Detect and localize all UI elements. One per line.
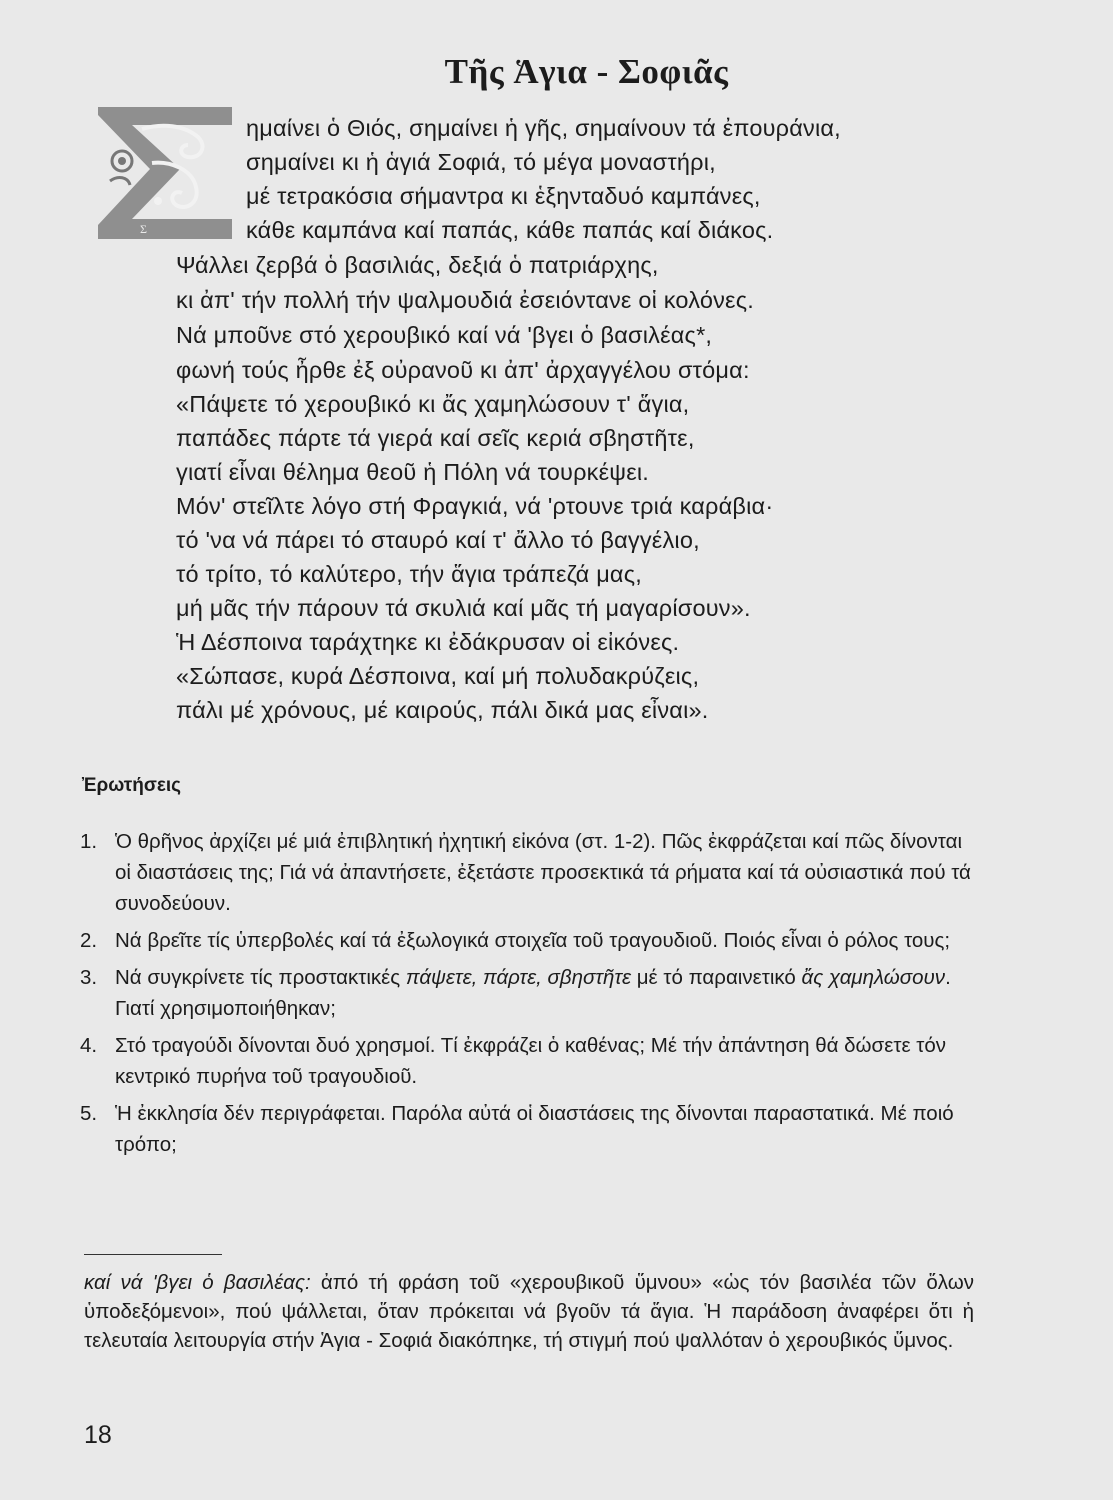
question-item <box>80 962 980 1024</box>
poem-line: μή μᾶς τήν πάρουν τά σκυλιά καί μᾶς τή μαγαρίσουν». <box>176 595 751 621</box>
poem-line: κάθε καμπάνα καί παπάς, κάθε παπάς καί διάκος. <box>246 217 774 243</box>
footnote-term: καί νά 'βγει ὁ βασιλέας: <box>84 1271 311 1294</box>
poem-line: μέ τετρακόσια σήμαντρα κι ἑξηνταδυό καμπάνες, <box>246 183 761 209</box>
question-number: 3. <box>80 966 98 989</box>
questions-heading: Ἐρωτήσεις <box>82 775 182 796</box>
question-text: Νά συγκρίνετε τίς προστακτικές <box>115 966 406 989</box>
question-text: Ἡ ἐκκλησία δέν περιγράφεται. Παρόλα αὐτά οἱ διαστάσεις της δίνονται παραστατικά. Μέ ποιό τρόπο; <box>115 1102 954 1156</box>
question-quoted-term: πάψετε, πάρτε, σβηστῆτε <box>405 966 632 989</box>
poem-line: γιατί εἶναι θέλημα θεοῦ ἡ Πόλη νά τουρκέψει. <box>176 459 650 485</box>
poem-line: τό τρίτο, τό καλύτερο, τήν ἅγια τράπεζά μας, <box>176 561 642 587</box>
poem-line: φωνή τούς ἦρθε ἐξ οὐρανοῦ κι ἀπ' ἀρχαγγέλου στόμα: <box>176 357 750 383</box>
question-text: Στό τραγούδι δίνονται δυό χρησμοί. Τί ἐκφράζει ὁ καθένας; Μέ τήν ἀπάντηση θά δώσετε τόν κεντρικό πυρήνα τοῦ τραγουδιοῦ. <box>115 1034 947 1088</box>
question-item <box>80 925 980 956</box>
poem-line: «Πάψετε τό χερουβικό κι ἄς χαμηλώσουν τ' ἅγια, <box>176 391 690 417</box>
poem-line: παπάδες πάρτε τά γιερά καί σεῖς κεριά σβηστῆτε, <box>176 425 695 451</box>
footnote <box>84 1268 974 1355</box>
question-number: 5. <box>80 1102 98 1125</box>
poem-line: Μόν' στεῖλτε λόγο στή Φραγκιά, νά 'ρτουνε τριά καράβια· <box>176 493 774 519</box>
initial-letter: Σ <box>140 222 147 236</box>
page-number: 18 <box>84 1421 112 1449</box>
poem-line: πάλι μέ χρόνους, μέ καιρούς, πάλι δικά μας εἶναι». <box>176 697 709 723</box>
poem-line: σημαίνει κι ἡ ἁγιά Σοφιά, τό μέγα μοναστήρι, <box>246 149 716 175</box>
question-item <box>80 1098 980 1160</box>
poem-line: Ἡ Δέσποινα ταράχτηκε κι ἐδάκρυσαν οἱ εἰκόνες. <box>176 629 680 655</box>
poem-line: κι ἀπ' τήν πολλή τήν ψαλμουδιά ἐσειόντανε οἱ κολόνες. <box>176 287 754 313</box>
question-text: . Γιατί χρησιμοποιήθηκαν; <box>115 966 951 1020</box>
footnote-text: ἀπό τή φράση τοῦ «χερουβικοῦ ὕμνου» «ὡς τόν βασιλέα τῶν ὅλων ὑποδεξόμενοι», πού ψάλλεται, ὅταν πρόκειται νά βγοῦν τά ἅγια. Ἡ παράδοση ἀναφέρει ὅτι ἡ τελευταία λειτουργία στήν Ἁγια - Σοφιά διακόπηκε, τή στιγμή πού ψαλλόταν ὁ χερουβικός ὕμνος. <box>84 1271 974 1352</box>
question-item <box>80 1030 980 1092</box>
poem-line: τό 'να νά πάρει τό σταυρό καί τ' ἄλλο τό βαγγέλιο, <box>176 527 700 553</box>
question-text: Ὁ θρῆνος ἀρχίζει μέ μιά ἐπιβλητική ἠχητική εἰκόνα (στ. 1-2). Πῶς ἐκφράζεται καί πῶς δίνονται οἱ διαστάσεις της; Γιά νά ἀπαντήσετε, ἐξετάστε προσεκτικά τά ρήματα καί τά οὐσιαστικά πού τά συνοδεύουν. <box>115 830 971 915</box>
question-number: 2. <box>80 929 98 952</box>
question-item <box>80 826 980 919</box>
poem-title: Τῆς Ἁγια - Σοφιᾶς <box>444 52 729 91</box>
footnote-divider <box>84 1254 222 1255</box>
poem-line: Νά μποῦνε στό χερουβικό καί νά 'βγει ὁ βασιλέας*, <box>176 322 713 348</box>
poem-line: Ψάλλει ζερβά ὁ βασιλιάς, δεξιά ὁ πατριάρχης, <box>176 252 659 278</box>
decorated-initial-sigma <box>92 103 235 241</box>
question-number: 1. <box>80 830 98 853</box>
poem-line: ημαίνει ὁ Θιός, σημαίνει ἡ γῆς, σημαίνουν τά ἐπουράνια, <box>246 115 841 141</box>
question-number: 4. <box>80 1034 98 1057</box>
question-quoted-term: ἄς χαμηλώσουν <box>801 966 946 989</box>
question-text: Νά βρεῖτε τίς ὑπερβολές καί τά ἐξωλογικά στοιχεῖα τοῦ τραγουδιοῦ. Ποιός εἶναι ὁ ρόλος τους; <box>115 929 951 952</box>
question-text: μέ τό παραινετικό <box>631 966 802 989</box>
poem-line: «Σώπασε, κυρά Δέσποινα, καί μή πολυδακρύζεις, <box>176 663 700 689</box>
questions-list <box>80 826 980 1166</box>
